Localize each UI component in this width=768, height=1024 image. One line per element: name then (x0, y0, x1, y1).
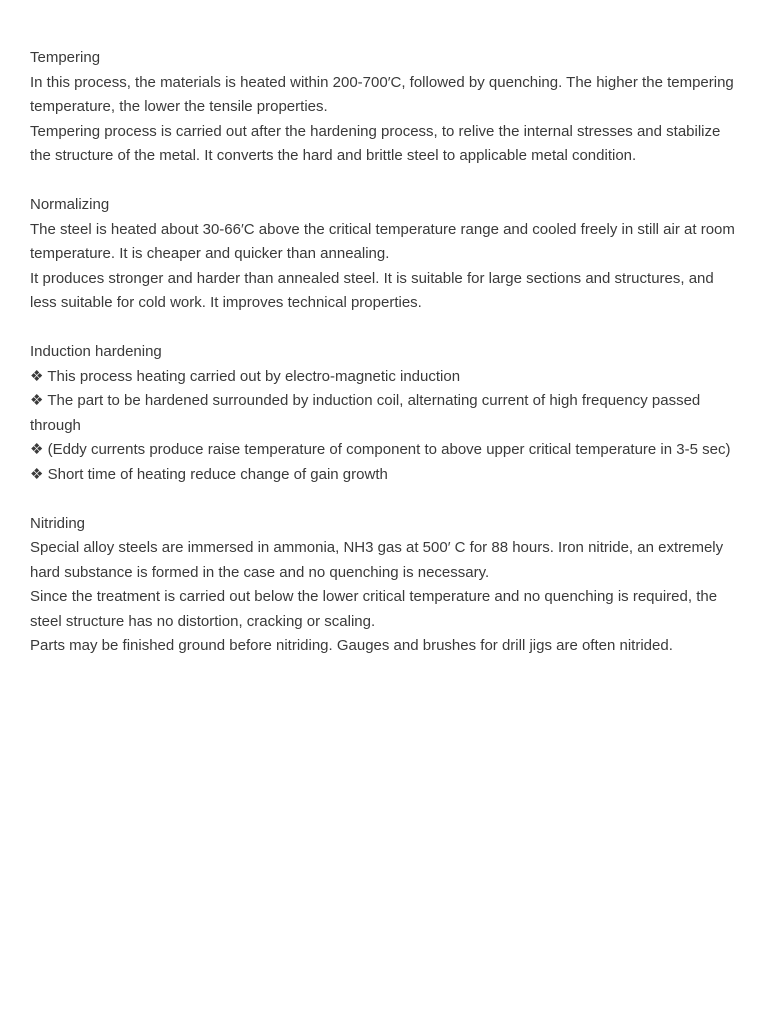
bullet-item: ❖ (Eddy currents produce raise temperature of component to above upper critical temperature in 3-5 sec) (30, 441, 731, 458)
section-normalizing (30, 193, 744, 316)
section-title: Nitriding (30, 514, 86, 532)
paragraph: Parts may be finished ground before nitriding. Gauges and brushes for drill jigs are often nitrided. (30, 637, 673, 654)
paragraph: It produces stronger and harder than annealed steel. It is suitable for large sections and structures, and less suitable for cold work. It improves technical properties. (30, 269, 714, 311)
paragraph: Since the treatment is carried out below the lower critical temperature and no quenching is required, the steel structure has no distortion, cracking or scaling. (30, 588, 718, 630)
section-induction-hardening (30, 340, 744, 487)
bullet-item: ❖ This process heating carried out by electro-magnetic induction (30, 367, 461, 385)
paragraph: Tempering process is carried out after the hardening process, to relive the internal stresses and stabilize the structure of the metal. It converts the hard and brittle steel to applicable metal condition. (30, 122, 721, 164)
section-tempering (30, 46, 744, 169)
section-title: Tempering (30, 49, 101, 66)
paragraph: Special alloy steels are immersed in ammonia, NH3 gas at 500′ C for 88 hours. Iron nitride, an extremely hard substance is formed in the case and no quenching is necessary. (30, 539, 724, 581)
section-title: Induction hardening (30, 343, 162, 360)
bullet-item: ❖ The part to be hardened surrounded by induction coil, alternating current of high frequency passed through (30, 392, 701, 434)
paragraph: In this process, the materials is heated within 200-700′C, followed by quenching. The higher the tempering temperature, the lower the tensile properties. (30, 73, 734, 115)
section-nitriding (30, 512, 744, 659)
bullet-item: ❖ Short time of heating reduce change of gain growth (30, 465, 388, 483)
section-title: Normalizing (30, 196, 110, 213)
paragraph: The steel is heated about 30-66′C above the critical temperature range and cooled freely in still air at room temperature. It is cheaper and quicker than annealing. (30, 220, 735, 262)
